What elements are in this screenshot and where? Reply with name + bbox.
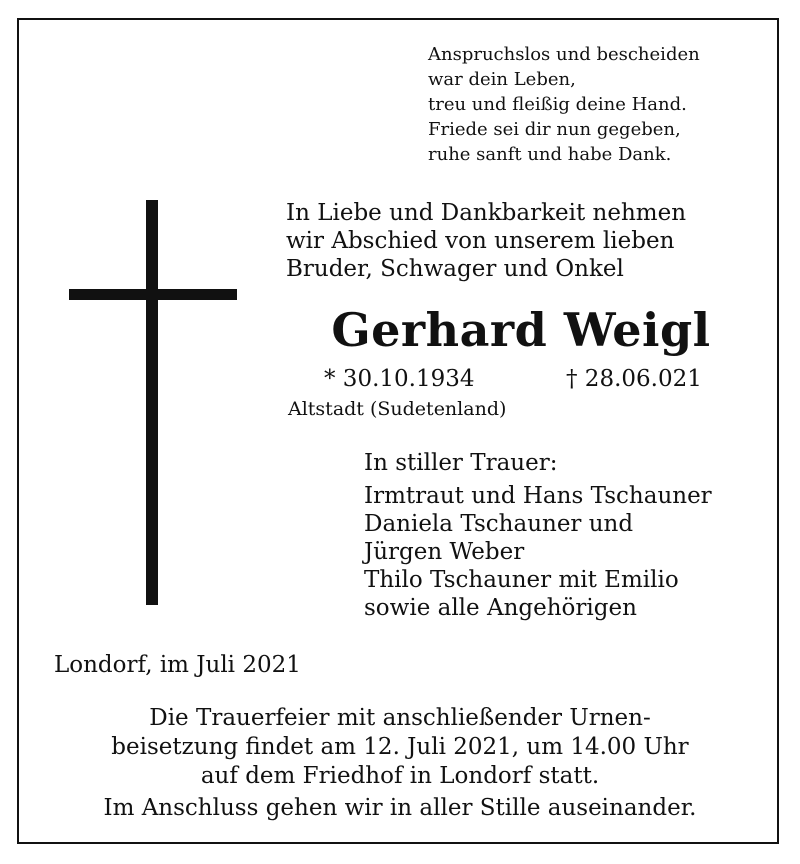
place-and-date: Londorf, im Juli 2021	[54, 652, 301, 678]
mourner-entry: Daniela Tschauner und	[364, 511, 634, 537]
birthplace: Altstadt (Sudetenland)	[288, 398, 507, 420]
ceremony-info: Die Trauerfeier mit anschließender Urnen- beisetzung findet am 12. Juli 2021, um 14.00 Uhr auf dem Friedhof in Londorf statt.	[111, 705, 689, 789]
mourner-entry: sowie alle Angehörigen	[364, 595, 637, 621]
cross-icon	[146, 200, 158, 605]
cross-icon-bar	[69, 289, 237, 300]
farewell-intro: In Liebe und Dankbarkeit nehmen wir Abschied von unserem lieben Bruder, Schwager und Onkel	[286, 200, 687, 282]
birth-date: * 30.10.1934	[324, 366, 475, 392]
closing-note: Im Anschluss gehen wir in aller Stille auseinander.	[103, 795, 697, 821]
mourners-list	[364, 482, 784, 622]
mourning-heading: In stiller Trauer:	[364, 450, 558, 476]
mourner-entry: Thilo Tschauner mit Emilio	[364, 567, 679, 593]
memorial-poem: Anspruchslos und bescheiden war dein Leben, treu und fleißig deine Hand. Friede sei dir nun gegeben, ruhe sanft und habe Dank.	[428, 44, 700, 165]
mourner-entry: Jürgen Weber	[364, 539, 525, 565]
mourner-entry: Irmtraut und Hans Tschauner	[364, 483, 712, 509]
deceased-name: Gerhard Weigl	[331, 303, 711, 357]
death-date: † 28.06.021	[566, 366, 702, 392]
